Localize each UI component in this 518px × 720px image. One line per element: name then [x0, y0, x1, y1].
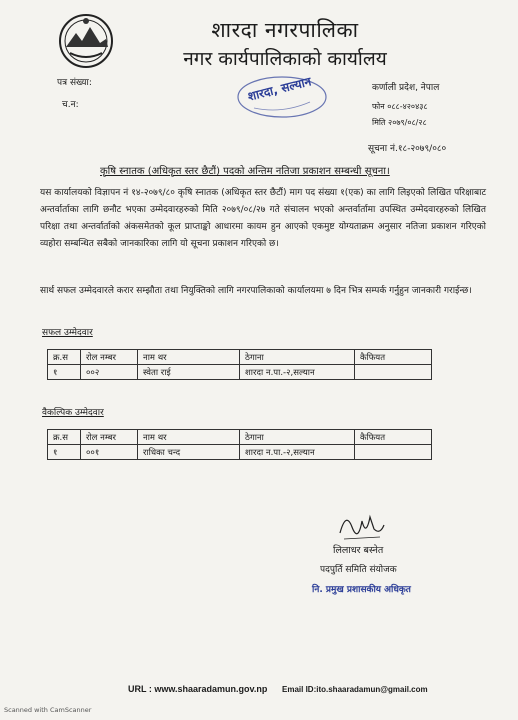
notice-number: सूचना नं.१८-२०७९/०८०: [368, 144, 447, 154]
municipality-logo: [56, 13, 116, 69]
table-header-row: [48, 350, 432, 365]
signature: [336, 507, 386, 545]
signatory-stamp-role: नि. प्रमुख प्रशासकीय अधिकृत: [312, 585, 411, 595]
footer-email: Email ID:ito.shaaradamun@gmail.com: [282, 685, 428, 694]
cell-remarks: [355, 365, 432, 380]
cell-serial: १: [48, 445, 81, 460]
body-paragraph-1: यस कार्यालयको विज्ञापन नं १४-२०७९/८० कृषि स्नातक (अधिकृत स्तर छैटौं) माग पद संख्या १(एक) का लागि लिइएको लिखित परिक्षाबाट अन्तर्वार्ताका लागि छनौट भएका उम्मेदवारहरुको मिति २०७९/०८/२७ गते संचालन भएको अन्तर्वार्तामा उपस्थित उम्मेदवारहरुको लिखित परिक्षा तथा अन्तर्वार्ताको अंकसमेतको कूल प्राप्ताङ्को आधारमा कायम हुन आएको एकमुष्ट योग्यताक्रम अनुसार नतिजा प्रकाशन गरिएको व्यहोरा सम्बन्धित सबैको जानकारिका लागि यो सूचना प्रकाशन गरिएको छ।: [40, 188, 486, 249]
phone-text: फोन ०८८-४२०४३८: [372, 102, 428, 111]
col-address: ठेगाना: [240, 350, 355, 365]
col-remarks: कैफियत: [355, 350, 432, 365]
cell-name: स्वेता राई: [138, 365, 240, 380]
dispatch-number-label: च.न:: [62, 100, 79, 110]
col-serial: क्र.स: [48, 350, 81, 365]
signatory-name: लिलाधर बस्नेत: [333, 545, 384, 556]
col-serial: क्र.स: [48, 430, 81, 445]
col-name: नाम थर: [138, 430, 240, 445]
col-address: ठेगाना: [240, 430, 355, 445]
alternate-candidate-table: [47, 429, 432, 460]
cell-address: शारदा न.पा.-२,सल्यान: [240, 445, 355, 460]
cell-remarks: [355, 445, 432, 460]
alternate-candidate-heading: वैकल्पिक उम्मेदवार: [42, 408, 104, 418]
stamp-text: शारदा, सल्यान: [246, 74, 313, 104]
reference-number-label: पत्र संख्या:: [57, 78, 92, 88]
cell-roll: ००१: [81, 445, 138, 460]
col-name: नाम थर: [138, 350, 240, 365]
cell-address: शारदा न.पा.-२,सल्यान: [240, 365, 355, 380]
office-title: नगर कार्यपालिकाको कार्यालय: [183, 48, 387, 70]
body-paragraph-2: सार्थ सफल उम्मेदवारले करार सम्झौता तथा नियुक्तिको लागि नगरपालिकाको कार्यालयमा ७ दिन भित्र सम्पर्क गर्नुहुन जानकारी गराईन्छ।: [40, 286, 472, 296]
col-roll: रोल नम्बर: [81, 350, 138, 365]
cell-name: राधिका चन्द: [138, 445, 240, 460]
date-text: मिति २०७९/०८/२८: [372, 118, 427, 127]
table-header-row: [48, 430, 432, 445]
cell-roll: ००२: [81, 365, 138, 380]
successful-candidate-heading: सफल उम्मेदवार: [42, 328, 93, 338]
subject-line: कृषि स्नातक (अधिकृत स्तर छैटौं) पदको अन्तिम नतिजा प्रकाशन सम्बन्धी सूचना।: [100, 166, 390, 177]
province-text: कर्णाली प्रदेश, नेपाल: [372, 83, 440, 93]
table-row: [48, 445, 432, 460]
scanner-watermark: Scanned with CamScanner: [4, 706, 92, 714]
org-title: शारदा नगरपालिका: [211, 18, 359, 42]
col-remarks: कैफियत: [355, 430, 432, 445]
cell-serial: १: [48, 365, 81, 380]
signatory-role: पदपुर्ति समिति संयोजक: [320, 565, 397, 575]
successful-candidate-table: [47, 349, 432, 380]
col-roll: रोल नम्बर: [81, 430, 138, 445]
table-row: [48, 365, 432, 380]
footer-url: URL : www.shaaradamun.gov.np: [128, 684, 268, 694]
